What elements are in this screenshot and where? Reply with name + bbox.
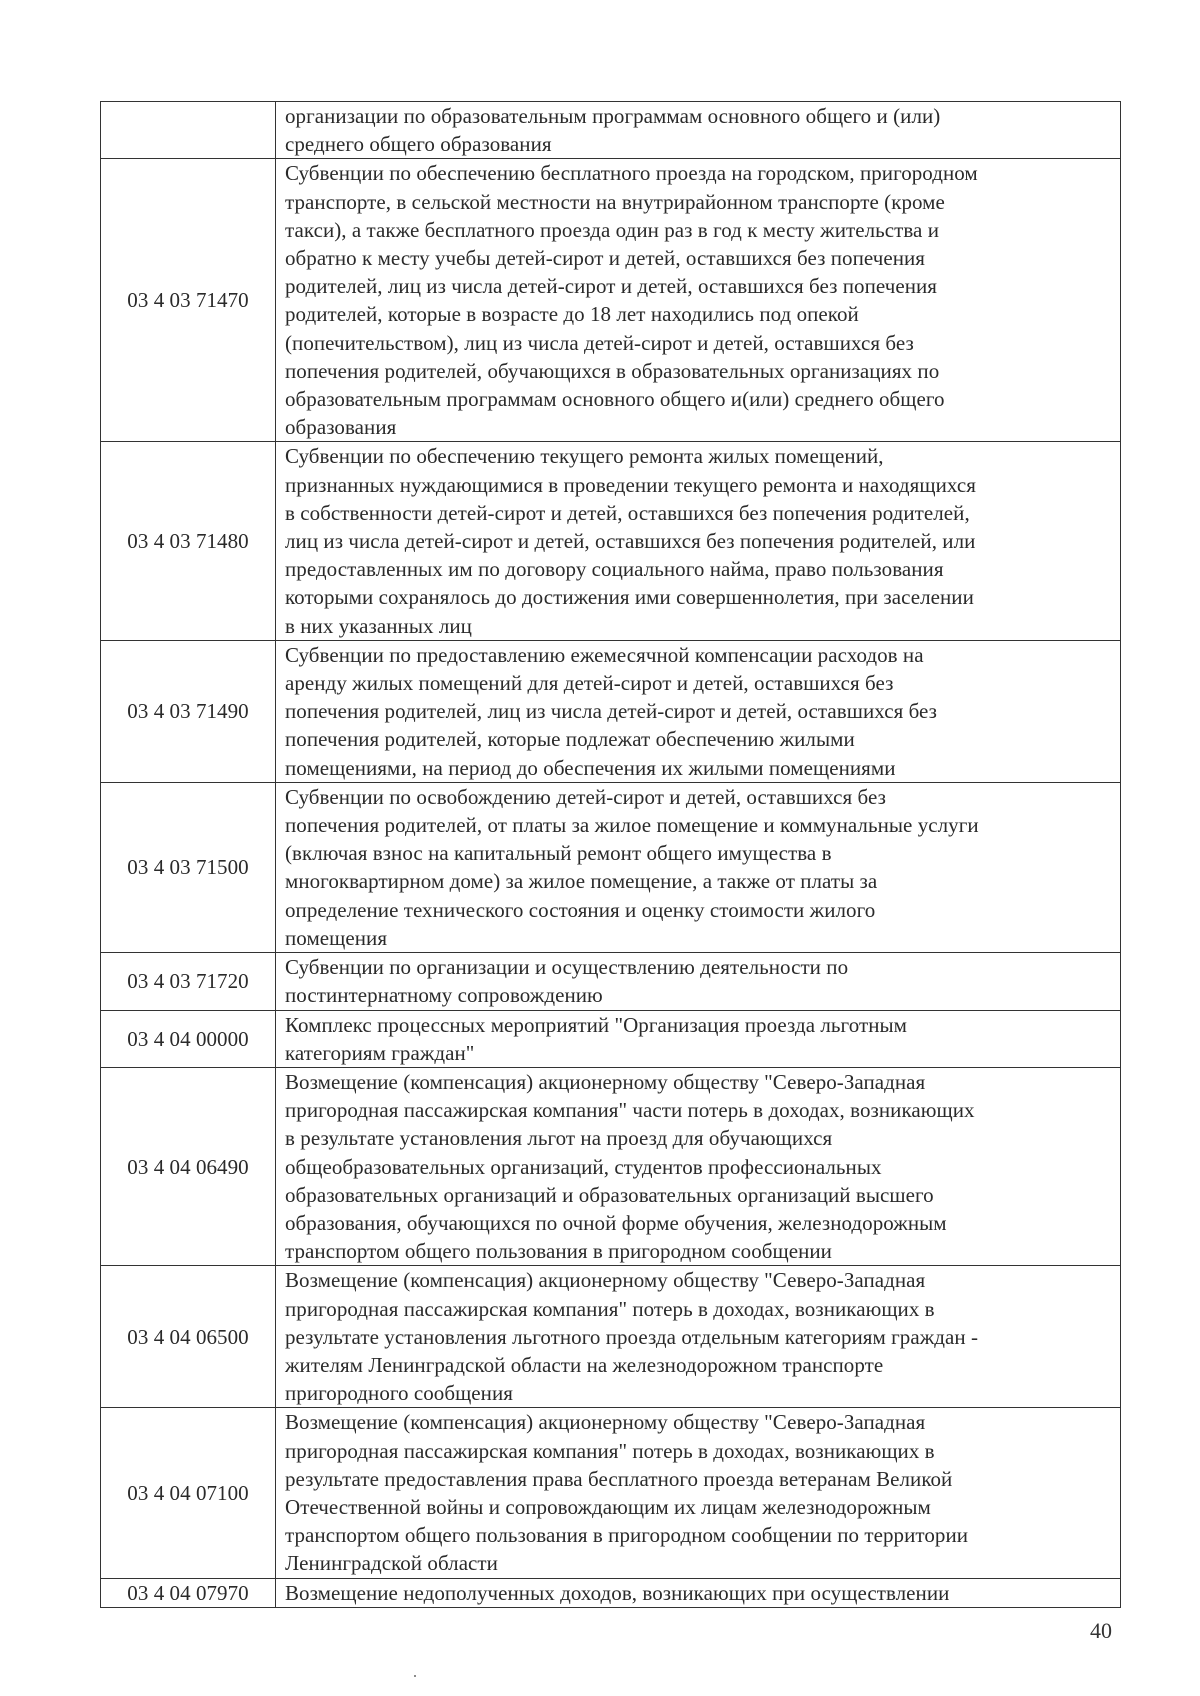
row-description xyxy=(276,1408,1121,1578)
description-line: предоставленных им по договору социального найма, право пользования xyxy=(285,557,944,582)
description-line: Возмещение (компенсация) акционерному обществу "Северо-Западная xyxy=(285,1410,926,1435)
table-row xyxy=(101,102,1121,159)
description-line: постинтернатному сопровождению xyxy=(285,983,603,1008)
description-line: категориям граждан" xyxy=(285,1040,475,1065)
row-description xyxy=(276,640,1121,782)
description-line: попечения родителей, лиц из числа детей-сирот и детей, оставшихся без xyxy=(285,699,938,724)
row-description xyxy=(276,953,1121,1010)
row-code: 03 4 03 71480 xyxy=(101,442,276,640)
description-line: определение технического состояния и оценку стоимости жилого xyxy=(285,897,876,922)
description-line: (включая взнос на капитальный ремонт общего имущества в xyxy=(285,841,832,866)
description-line: многоквартирном доме) за жилое помещение, а также от платы за xyxy=(285,869,878,894)
description-line: лиц из числа детей-сирот и детей, оставшихся без попечения родителей, или xyxy=(285,529,976,554)
description-line: помещениями, на период до обеспечения их жилыми помещениями xyxy=(285,755,896,780)
row-code: 03 4 03 71500 xyxy=(101,782,276,952)
row-code xyxy=(101,102,276,159)
description-line: попечения родителей, от платы за жилое помещение и коммунальные услуги xyxy=(285,813,979,838)
description-line: родителей, лиц из числа детей-сирот и детей, оставшихся без попечения xyxy=(285,274,938,299)
description-line: Субвенции по предоставлению ежемесячной компенсации расходов на xyxy=(285,642,924,667)
row-description xyxy=(276,102,1121,159)
row-description xyxy=(276,782,1121,952)
description-line: транспорте, в сельской местности на внутрирайонном транспорте (кроме xyxy=(285,189,945,214)
description-line: Возмещение (компенсация) акционерному обществу "Северо-Западная xyxy=(285,1268,926,1293)
description-line: общеобразовательных организаций, студентов профессиональных xyxy=(285,1154,882,1179)
description-line: транспортом общего пользования в пригородном сообщении по территории xyxy=(285,1523,969,1548)
description-line: пригородная пассажирская компания" потерь в доходах, возникающих в xyxy=(285,1296,935,1321)
row-code: 03 4 04 07970 xyxy=(101,1578,276,1607)
description-line: которыми сохранялось до достижения ими совершеннолетия, при заселении xyxy=(285,585,974,610)
row-code: 03 4 04 06500 xyxy=(101,1266,276,1408)
table-row xyxy=(101,1578,1121,1607)
row-code: 03 4 03 71470 xyxy=(101,159,276,442)
description-line: Субвенции по обеспечению бесплатного проезда на городском, пригородном xyxy=(285,161,978,186)
description-line: аренду жилых помещений для детей-сирот и детей, оставшихся без xyxy=(285,671,894,696)
description-line: Ленинградской области xyxy=(285,1551,498,1576)
row-description xyxy=(276,1067,1121,1265)
description-line: пригородного сообщения xyxy=(285,1381,513,1406)
description-line: в собственности детей-сирот и детей, оставшихся без попечения родителей, xyxy=(285,500,970,525)
description-line: Субвенции по организации и осуществлению деятельности по xyxy=(285,955,849,980)
row-description xyxy=(276,1010,1121,1067)
table-row xyxy=(101,1010,1121,1067)
row-code: 03 4 03 71490 xyxy=(101,640,276,782)
description-line: родителей, которые в возрасте до 18 лет находились под опекой xyxy=(285,302,859,327)
description-line: Субвенции по освобождению детей-сирот и детей, оставшихся без xyxy=(285,784,886,809)
row-code: 03 4 04 00000 xyxy=(101,1010,276,1067)
table-body xyxy=(101,102,1121,1608)
description-line: Возмещение недополученных доходов, возникающих при осуществлении xyxy=(285,1580,950,1605)
table-row xyxy=(101,442,1121,640)
row-code: 03 4 04 07100 xyxy=(101,1408,276,1578)
description-line: в них указанных лиц xyxy=(285,613,472,638)
description-line: Отечественной войны и сопровождающим их лицам железнодорожным xyxy=(285,1494,931,1519)
description-line: жителям Ленинградской области на железнодорожном транспорте xyxy=(285,1352,884,1377)
description-line: организации по образовательным программам основного общего и (или) xyxy=(285,104,941,128)
description-line: признанных нуждающимися в проведении текущего ремонта и находящихся xyxy=(285,472,976,497)
page-number: 40 xyxy=(1090,1618,1112,1643)
row-description xyxy=(276,1578,1121,1607)
row-code: 03 4 04 06490 xyxy=(101,1067,276,1265)
table-row xyxy=(101,640,1121,782)
description-line: образовательным программам основного общего и(или) среднего общего xyxy=(285,387,945,412)
description-line: пригородная пассажирская компания" потерь в доходах, возникающих в xyxy=(285,1438,935,1463)
description-line: Субвенции по обеспечению текущего ремонта жилых помещений, xyxy=(285,444,884,469)
description-line: результате установления льготного проезда отдельным категориям граждан - xyxy=(285,1324,979,1349)
description-line: Возмещение (компенсация) акционерному обществу "Северо-Западная xyxy=(285,1069,926,1094)
table-row xyxy=(101,953,1121,1010)
description-line: помещения xyxy=(285,925,388,950)
description-line: Комплекс процессных мероприятий "Организация проезда льготным xyxy=(285,1012,907,1037)
description-line: в результате установления льгот на проезд для обучающихся xyxy=(285,1126,833,1151)
scan-speck xyxy=(414,1675,416,1677)
budget-classification-table xyxy=(100,101,1121,1608)
description-line: обратно к месту учебы детей-сирот и детей, оставшихся без попечения xyxy=(285,246,926,271)
description-line: образования, обучающихся по очной форме обучения, железнодорожным xyxy=(285,1210,947,1235)
table-row xyxy=(101,159,1121,442)
table-row xyxy=(101,1067,1121,1265)
table-row xyxy=(101,1266,1121,1408)
row-description xyxy=(276,442,1121,640)
description-line: пригородная пассажирская компания" части потерь в доходах, возникающих xyxy=(285,1098,975,1123)
row-description xyxy=(276,1266,1121,1408)
description-line: попечения родителей, обучающихся в образовательных организациях по xyxy=(285,358,940,383)
description-line: транспортом общего пользования в пригородном сообщении xyxy=(285,1239,832,1264)
row-description xyxy=(276,159,1121,442)
table-row xyxy=(101,782,1121,952)
description-line: среднего общего образования xyxy=(285,132,552,157)
description-line: образования xyxy=(285,415,397,440)
description-line: образовательных организаций и образовательных организаций высшего xyxy=(285,1182,934,1207)
row-code: 03 4 03 71720 xyxy=(101,953,276,1010)
table-row xyxy=(101,1408,1121,1578)
description-line: такси), а также бесплатного проезда один раз в год к месту жительства и xyxy=(285,217,939,242)
description-line: результате предоставления права бесплатного проезда ветеранам Великой xyxy=(285,1466,953,1491)
description-line: попечения родителей, которые подлежат обеспечению жилыми xyxy=(285,727,855,752)
description-line: (попечительством), лиц из числа детей-сирот и детей, оставшихся без xyxy=(285,330,914,355)
